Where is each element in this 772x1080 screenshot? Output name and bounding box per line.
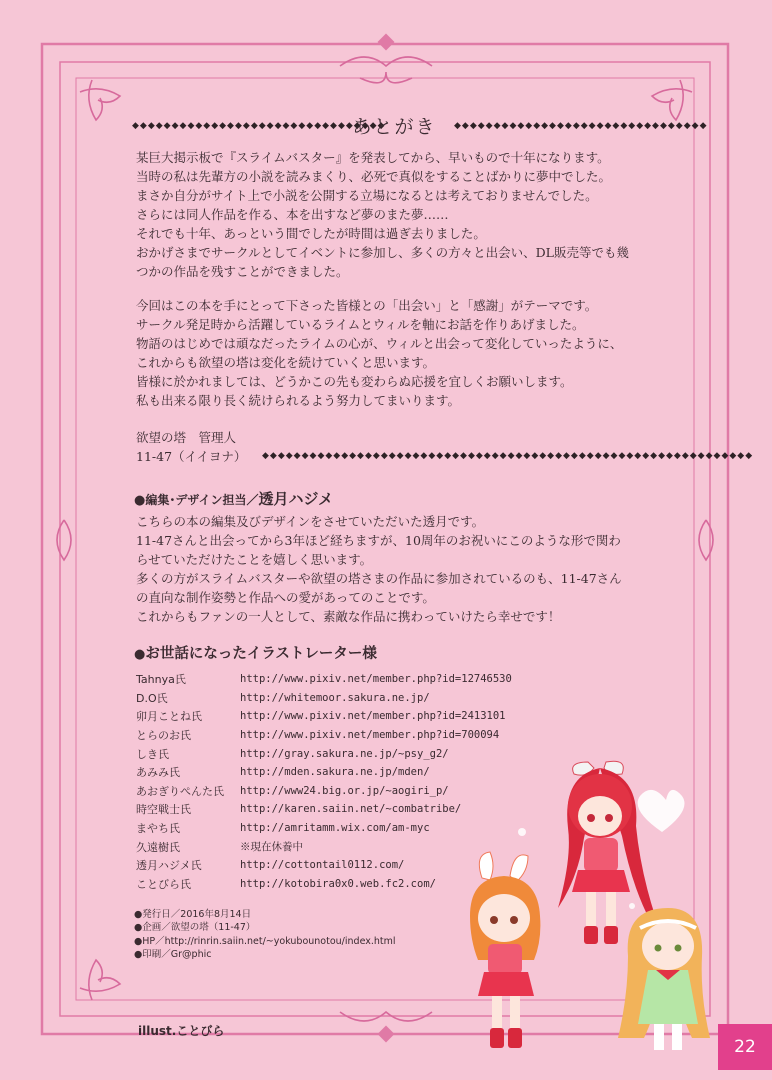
diamond-rule-right: ◆◆◆◆◆◆◆◆◆◆◆◆◆◆◆◆◆◆◆◆◆◆◆◆◆◆◆◆◆◆◆◆: [454, 121, 708, 131]
text-line: の直向な制作姿勢と作品への愛があってのことです。: [136, 590, 435, 605]
illustrator-row: [136, 763, 512, 782]
text-line: おかげさまでサークルとしてイベントに参加し、多くの方々と出会い、DL販売等でも幾: [136, 245, 629, 260]
illustrator-row: [136, 782, 512, 801]
illustrator-name: Tahnya氏: [136, 673, 186, 687]
illustrator-name: 卯月ことね氏: [136, 710, 202, 724]
colophon-homepage: ●HP／http://rinrin.saiin.net/~yokubounotou/index.html: [134, 935, 396, 947]
diamond-rule-left: ◆◆◆◆◆◆◆◆◆◆◆◆◆◆◆◆◆◆◆◆◆◆◆◆◆◆◆◆◆◆◆◆: [132, 121, 386, 131]
illustrator-url[interactable]: ※現在休養中: [240, 841, 303, 854]
illustrator-name: 時空戦士氏: [136, 803, 191, 817]
illustrator-list: [136, 670, 512, 893]
bullet-icon: ●: [134, 647, 146, 662]
text-line: こちらの本の編集及びデザインをさせていただいた透月です。: [136, 514, 485, 529]
illustrator-row: [136, 689, 512, 708]
illustrator-url[interactable]: http://www.pixiv.net/member.php?id=2413101: [240, 710, 506, 723]
editor-heading: [134, 488, 333, 509]
afterword-paragraph-2: [136, 296, 622, 410]
text-line: まさか自分がサイト上で小説を公開する立場になるとは考えておりませんでした。: [136, 188, 598, 203]
illustrator-name: まやち氏: [136, 822, 180, 836]
text-line: これからもファンの一人として、素敵な作品に携わっていけたら幸せです！: [136, 609, 561, 624]
illustrator-row: [136, 744, 512, 763]
illustrator-url[interactable]: http://gray.sakura.ne.jp/~psy_g2/: [240, 747, 449, 760]
illustrator-url[interactable]: http://www24.big.or.jp/~aogiri_p/: [240, 784, 449, 797]
illustrator-row: [136, 837, 512, 856]
illustrator-url[interactable]: http://www.pixiv.net/member.php?id=700094: [240, 729, 500, 742]
illustrator-name: あおぎりぺんた氏: [136, 784, 224, 798]
page-number: 22: [734, 1037, 756, 1057]
text-line: 多くの方がスライムバスターや欲望の塔さまの作品に参加されているのも、11-47さん: [136, 571, 622, 586]
illustrator-url[interactable]: http://mden.sakura.ne.jp/mden/: [240, 766, 430, 779]
editor-heading-label: 編集･デザイン担当／: [145, 493, 259, 507]
afterword-title: あとがき: [352, 116, 437, 138]
illustrator-row: [136, 707, 512, 726]
text-line: 某巨大掲示板で『スライムバスター』を発表してから、早いもので十年になります。: [136, 150, 610, 165]
afterword-title-row: [132, 116, 708, 140]
illustrator-name: しき氏: [136, 747, 169, 761]
editor-name: 透月ハジメ: [258, 490, 334, 508]
illustrator-row: [136, 856, 512, 875]
text-line: それでも十年、あっという間でしたが時間は過ぎ去りました。: [136, 226, 486, 241]
afterword-paragraph-1: [136, 148, 629, 281]
illustrator-name: 透月ハジメ氏: [136, 859, 202, 873]
colophon-date: ●発行日／2016年8月14日: [134, 909, 252, 920]
illustrators-heading-label: お世話になったイラストレーター様: [145, 646, 377, 662]
text-line: 今回はこの本を手にとって下さった皆様との「出会い」と「感謝」がテーマです。: [136, 298, 598, 313]
bullet-icon: ●: [134, 493, 146, 508]
text-line: 私も出来る限り長く続けられるよう努力してまいります。: [136, 393, 461, 408]
illustrator-name: あみみ氏: [136, 766, 180, 780]
illustrator-url[interactable]: http://whitemoor.sakura.ne.jp/: [240, 691, 430, 704]
text-line: 物語のはじめでは頑なだったライムの心が、ウィルと出会って変化していったように、: [136, 336, 623, 351]
illustrator-url[interactable]: http://kotobira0x0.web.fc2.com/: [240, 877, 436, 890]
illustrator-row: [136, 670, 512, 689]
illustrators-heading: [134, 642, 377, 663]
colophon-planning: ●企画／欲望の塔（11-47）: [134, 922, 256, 934]
text-line: 皆様に於かれましては、どうかこの先も変わらぬ応援を宜しくお願いします。: [136, 374, 573, 389]
character-illustration: [460, 758, 710, 1060]
illustrator-url[interactable]: http://cottontail0112.com/: [240, 859, 405, 872]
illustrator-name: 久遠樹氏: [136, 840, 180, 854]
editor-message: [136, 512, 622, 626]
illustrator-row: [136, 800, 512, 819]
diamond-rule-signature: ◆◆◆◆◆◆◆◆◆◆◆◆◆◆◆◆◆◆◆◆◆◆◆◆◆◆◆◆◆◆◆◆◆◆◆◆◆◆◆◆◆◆◆◆◆◆◆◆◆◆◆◆◆◆◆◆◆◆◆◆◆◆: [262, 451, 754, 461]
text-line: らせていただけたことを嬉しく思います。: [136, 552, 373, 567]
illustrator-url[interactable]: http://karen.saiin.net/~combatribe/: [240, 803, 462, 816]
illustrator-row: [136, 819, 512, 838]
illust-credit: illust.ことびら: [138, 1024, 225, 1038]
page-number-box: [718, 1024, 772, 1070]
text-line: サークル発足時から活躍しているライムとウィルを軸にお話を作りあげました。: [136, 317, 585, 332]
signature-title: 欲望の塔 管理人: [136, 430, 237, 445]
colophon-printer: ●印刷／Gr@phic: [134, 949, 212, 961]
text-line: 11-47さんと出会ってから3年ほど経ちますが、10周年のお祝いにこのような形で関わ: [136, 533, 621, 548]
colophon: [134, 908, 396, 962]
illustrator-row: [136, 875, 512, 894]
afterword-signature: [136, 428, 246, 466]
illustrator-name: とらのお氏: [136, 729, 191, 743]
illustrator-name: D.O氏: [136, 691, 168, 705]
text-line: これからも欲望の塔は変化を続けていくと思います。: [136, 355, 436, 370]
text-line: さらには同人作品を作る、本を出すなど夢のまた夢……: [136, 207, 449, 222]
illustrator-url[interactable]: http://www.pixiv.net/member.php?id=12746530: [240, 673, 512, 686]
illustrator-name: ことびら氏: [136, 877, 191, 891]
illustrator-row: [136, 726, 512, 745]
illustrator-url[interactable]: http://amritamm.wix.com/am-myc: [240, 822, 430, 835]
signature-name: 11-47（イイヨナ）: [136, 449, 247, 464]
text-line: 当時の私は先輩方の小説を読みまくり、必死で真似をすることばかりに夢中でした。: [136, 169, 612, 184]
text-line: つかの作品を残すことができました。: [136, 264, 349, 279]
